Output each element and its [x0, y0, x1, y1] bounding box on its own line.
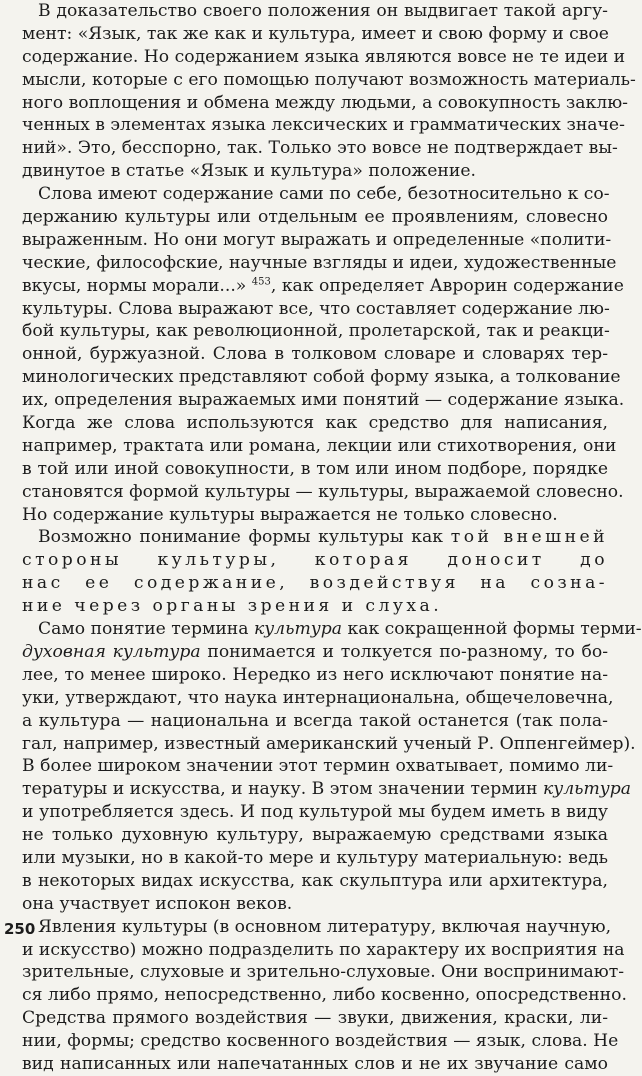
text-line: Когда же слова используются как средство для написания, — [22, 413, 608, 434]
text-line: ченных в элементах языка лексических и грамматических значе- — [22, 115, 625, 136]
text-line: выраженным. Но они могут выражать и определенные «полити- — [22, 229, 612, 250]
text-line: она участвует испокон веков. — [22, 893, 293, 914]
footnote-ref: 453 — [251, 275, 271, 287]
text-line: онной, буржуазной. Слова в толковом словаре и словарях тер- — [22, 344, 608, 365]
text-line: становятся формой культуры — культуры, выражаемой словесно. — [22, 481, 624, 502]
text-line: Само понятие термина культура как сокращенной формы терми- — [38, 619, 642, 640]
text-line: и употребляется здесь. И под культурой мы будем иметь в виду — [22, 802, 608, 823]
text-line: мент: «Язык, так же как и культура, имеет и свою форму и свое — [22, 23, 609, 44]
text-line: Явления культуры (в основном литературу, включая научную, — [38, 916, 612, 937]
text-line: а культура — национальна и всегда такой останется (так пола- — [22, 710, 608, 731]
text-line: Средства прямого воздействия — звуки, движения, краски, ли- — [22, 1008, 608, 1029]
text-line: нии, формы; средство косвенного воздействия — язык, слова. Не — [22, 1031, 619, 1052]
text-line: уки, утверждают, что наука интернациональна, общечеловечна, — [22, 687, 614, 708]
text-line: в некоторых видах искусства, как скульптура или архитектура, — [22, 870, 608, 891]
text-line: двинутое в статье «Язык и культура» положение. — [22, 161, 476, 182]
text-line: содержание. Но содержанием языка являются вовсе не те идеи и — [22, 46, 626, 67]
text-line: гал, например, известный американский ученый Р. Оппенгеймер). — [22, 733, 636, 754]
text-line: не только духовную культуру, выражаемую средствами языка — [22, 825, 608, 846]
text-line: например, трактата или романа, лекции или стихотворения, они — [22, 435, 617, 456]
text-line: и искусство) можно подразделить по характеру их восприятия на — [22, 939, 625, 960]
text-line: стороны культуры, которая доносит до — [22, 550, 608, 571]
text-line: духовная культура понимается и толкуется по-разному, то бо- — [22, 641, 609, 662]
text-line: лее, то менее широко. Нередко из него исключают понятие на- — [22, 664, 608, 685]
text-line: минологических представляют собой форму языка, а толкование — [22, 367, 621, 388]
text-line: ся либо прямо, непосредственно, либо косвенно, опосредственно. — [22, 985, 627, 1006]
text-line: Возможно понимание формы культуры как той внешней — [38, 527, 608, 548]
text-line: вкусы, нормы морали...» $^{453}$, как определяет Аврорин содержание — [22, 275, 624, 296]
text-body — [22, 0, 642, 1076]
text-line: нас ее содержание, воздействуя на созна- — [22, 573, 608, 594]
text-line: В более широком значении этот термин охватывает, помимо ли- — [22, 756, 614, 777]
text-line: бой культуры, как революционной, пролетарской, так и реакци- — [22, 321, 610, 342]
text-line: ного воплощения и обмена между людьми, а совокупность заклю- — [22, 92, 628, 113]
text-line: зрительные, слуховые и зрительно-слуховые. Они воспринимают- — [22, 962, 625, 983]
text-line: их, определения выражаемых ими понятий — содержание языка. — [22, 390, 625, 411]
text-line: ческие, философские, научные взгляды и идеи, художественные — [22, 252, 617, 273]
page-number: 250 — [4, 920, 36, 938]
text-line: ние через органы зрения и слуха. — [22, 596, 443, 617]
text-line: держанию культуры или отдельным ее проявлениям, словесно — [22, 207, 608, 228]
text-line: Слова имеют содержание сами по себе, безотносительно к со- — [38, 184, 610, 205]
text-line: ний». Это, бесспорно, так. Только это вовсе не подтверждает вы- — [22, 138, 618, 159]
text-line: мысли, которые с его помощью получают возможность материаль- — [22, 69, 636, 90]
text-line: или музыки, но в какой-то мере и культуру материальную: ведь — [22, 847, 608, 868]
text-line: тературы и искусства, и науку. В этом значении термин культура — [22, 779, 632, 800]
text-line: В доказательство своего положения он выдвигает такой аргу- — [38, 1, 608, 21]
text-line: вид написанных или напечатанных слов и не их звучание само — [22, 1053, 608, 1074]
text-line: Но содержание культуры выражается не только словесно. — [22, 504, 558, 525]
text-line: культуры. Слова выражают все, что составляет содержание лю- — [22, 298, 610, 319]
text-line: в той или иной совокупности, в том или ином подборе, порядке — [22, 458, 608, 479]
